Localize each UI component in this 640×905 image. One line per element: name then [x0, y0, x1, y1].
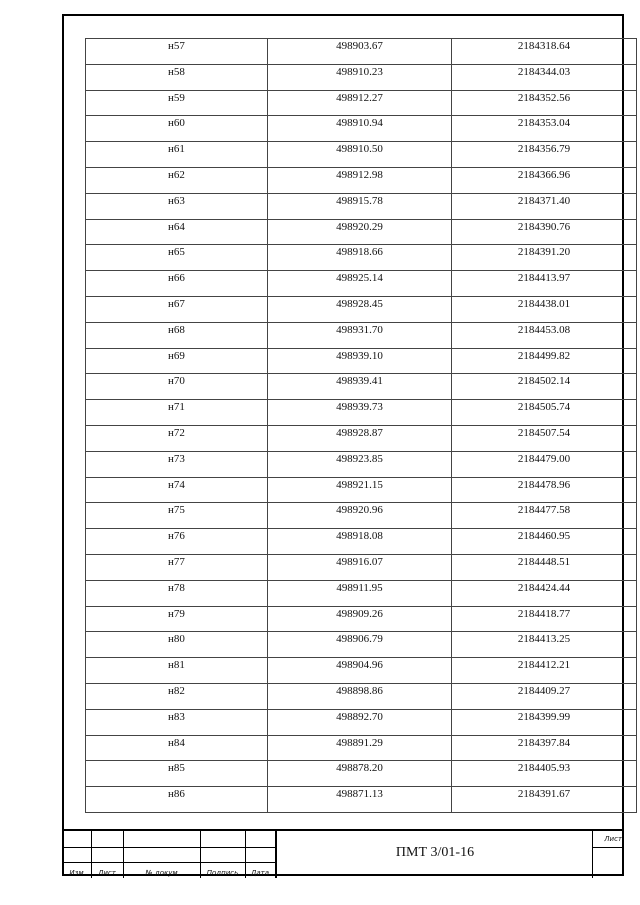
y-coordinate-cell: 2184505.74: [452, 400, 637, 426]
table-row: [86, 477, 637, 503]
point-name-cell: н69: [86, 348, 268, 374]
y-coordinate-cell: 2184412.21: [452, 658, 637, 684]
y-coordinate-cell: 2184390.76: [452, 219, 637, 245]
x-coordinate-cell: 498912.27: [268, 90, 452, 116]
y-coordinate-cell: 2184352.56: [452, 90, 637, 116]
point-name-cell: н83: [86, 709, 268, 735]
x-coordinate-cell: 498912.98: [268, 167, 452, 193]
y-coordinate-cell: 2184356.79: [452, 142, 637, 168]
x-coordinate-cell: 498920.29: [268, 219, 452, 245]
table-row: [86, 193, 637, 219]
table-row: [86, 245, 637, 271]
point-name-cell: н62: [86, 167, 268, 193]
y-coordinate-cell: 2184409.27: [452, 683, 637, 709]
point-name-cell: н58: [86, 64, 268, 90]
table-row: [86, 39, 637, 65]
table-row: [86, 451, 637, 477]
title-block-row-line: [592, 847, 624, 848]
x-coordinate-cell: 498891.29: [268, 735, 452, 761]
y-coordinate-cell: 2184479.00: [452, 451, 637, 477]
table-row: [86, 683, 637, 709]
point-name-cell: н86: [86, 787, 268, 813]
point-name-cell: н70: [86, 374, 268, 400]
x-coordinate-cell: 498939.73: [268, 400, 452, 426]
point-name-cell: н65: [86, 245, 268, 271]
x-coordinate-cell: 498921.15: [268, 477, 452, 503]
table-row: [86, 709, 637, 735]
x-coordinate-cell: 498910.23: [268, 64, 452, 90]
y-coordinate-cell: 2184448.51: [452, 554, 637, 580]
table-row: [86, 219, 637, 245]
point-name-cell: н60: [86, 116, 268, 142]
x-coordinate-cell: 498903.67: [268, 39, 452, 65]
point-name-cell: н77: [86, 554, 268, 580]
x-coordinate-cell: 498939.10: [268, 348, 452, 374]
point-name-cell: н59: [86, 90, 268, 116]
y-coordinate-cell: 2184507.54: [452, 425, 637, 451]
y-coordinate-cell: 2184502.14: [452, 374, 637, 400]
table-row: [86, 425, 637, 451]
y-coordinate-cell: 2184478.96: [452, 477, 637, 503]
point-name-cell: н71: [86, 400, 268, 426]
table-row: [86, 787, 637, 813]
point-name-cell: н80: [86, 632, 268, 658]
x-coordinate-cell: 498878.20: [268, 761, 452, 787]
x-coordinate-cell: 498923.85: [268, 451, 452, 477]
point-name-cell: н81: [86, 658, 268, 684]
table-row: [86, 529, 637, 555]
table-row: [86, 761, 637, 787]
table-row: [86, 167, 637, 193]
point-name-cell: н67: [86, 296, 268, 322]
y-coordinate-cell: 2184371.40: [452, 193, 637, 219]
sheet-column-label: Лист: [98, 869, 116, 877]
table-row: [86, 348, 637, 374]
point-name-cell: н64: [86, 219, 268, 245]
y-coordinate-cell: 2184366.96: [452, 167, 637, 193]
x-coordinate-cell: 498916.07: [268, 554, 452, 580]
point-name-cell: н76: [86, 529, 268, 555]
x-coordinate-cell: 498871.13: [268, 787, 452, 813]
y-coordinate-cell: 2184418.77: [452, 606, 637, 632]
x-coordinate-cell: 498928.45: [268, 296, 452, 322]
y-coordinate-cell: 2184499.82: [452, 348, 637, 374]
point-name-cell: н79: [86, 606, 268, 632]
coordinates-table-body: [86, 39, 637, 813]
y-coordinate-cell: 2184453.08: [452, 322, 637, 348]
x-coordinate-cell: 498910.94: [268, 116, 452, 142]
point-name-cell: н72: [86, 425, 268, 451]
y-coordinate-cell: 2184405.93: [452, 761, 637, 787]
x-coordinate-cell: 498909.26: [268, 606, 452, 632]
table-row: [86, 374, 637, 400]
y-coordinate-cell: 2184318.64: [452, 39, 637, 65]
y-coordinate-cell: 2184353.04: [452, 116, 637, 142]
y-coordinate-cell: 2184391.67: [452, 787, 637, 813]
point-name-cell: н61: [86, 142, 268, 168]
x-coordinate-cell: 498920.96: [268, 503, 452, 529]
table-row: [86, 64, 637, 90]
table-row: [86, 142, 637, 168]
point-name-cell: н84: [86, 735, 268, 761]
x-coordinate-cell: 498918.08: [268, 529, 452, 555]
point-name-cell: н82: [86, 683, 268, 709]
x-coordinate-cell: 498931.70: [268, 322, 452, 348]
table-row: [86, 606, 637, 632]
x-coordinate-cell: 498906.79: [268, 632, 452, 658]
y-coordinate-cell: 2184391.20: [452, 245, 637, 271]
y-coordinate-cell: 2184413.25: [452, 632, 637, 658]
title-block-row-line: [62, 847, 275, 848]
y-coordinate-cell: 2184477.58: [452, 503, 637, 529]
x-coordinate-cell: 498911.95: [268, 580, 452, 606]
point-name-cell: н68: [86, 322, 268, 348]
x-coordinate-cell: 498915.78: [268, 193, 452, 219]
x-coordinate-cell: 498904.96: [268, 658, 452, 684]
table-row: [86, 658, 637, 684]
point-name-cell: н78: [86, 580, 268, 606]
signature-label: Подпись: [206, 869, 239, 877]
revision-label: Изм: [69, 869, 84, 877]
y-coordinate-cell: 2184413.97: [452, 271, 637, 297]
x-coordinate-cell: 498939.41: [268, 374, 452, 400]
document-number-label: № докум: [145, 869, 178, 877]
table-row: [86, 90, 637, 116]
table-row: [86, 271, 637, 297]
point-name-cell: н66: [86, 271, 268, 297]
table-row: [86, 296, 637, 322]
x-coordinate-cell: 498910.50: [268, 142, 452, 168]
point-name-cell: н63: [86, 193, 268, 219]
point-name-cell: н75: [86, 503, 268, 529]
x-coordinate-cell: 498928.87: [268, 425, 452, 451]
x-coordinate-cell: 498892.70: [268, 709, 452, 735]
y-coordinate-cell: 2184397.84: [452, 735, 637, 761]
y-coordinate-cell: 2184399.99: [452, 709, 637, 735]
x-coordinate-cell: 498898.86: [268, 683, 452, 709]
point-name-cell: н73: [86, 451, 268, 477]
table-row: [86, 632, 637, 658]
table-row: [86, 580, 637, 606]
table-row: [86, 503, 637, 529]
document-code: ПМТ 3/01-16: [395, 845, 475, 860]
table-row: [86, 322, 637, 348]
coordinates-table: [85, 38, 637, 813]
sheet-number-label: Лист: [604, 835, 622, 843]
table-row: [86, 116, 637, 142]
x-coordinate-cell: 498918.66: [268, 245, 452, 271]
table-row: [86, 735, 637, 761]
y-coordinate-cell: 2184460.95: [452, 529, 637, 555]
point-name-cell: н85: [86, 761, 268, 787]
title-block: [62, 829, 624, 878]
title-block-row-line: [62, 862, 275, 863]
y-coordinate-cell: 2184438.01: [452, 296, 637, 322]
table-row: [86, 554, 637, 580]
point-name-cell: н57: [86, 39, 268, 65]
table-row: [86, 400, 637, 426]
x-coordinate-cell: 498925.14: [268, 271, 452, 297]
date-label: Дата: [250, 869, 270, 877]
point-name-cell: н74: [86, 477, 268, 503]
y-coordinate-cell: 2184424.44: [452, 580, 637, 606]
y-coordinate-cell: 2184344.03: [452, 64, 637, 90]
